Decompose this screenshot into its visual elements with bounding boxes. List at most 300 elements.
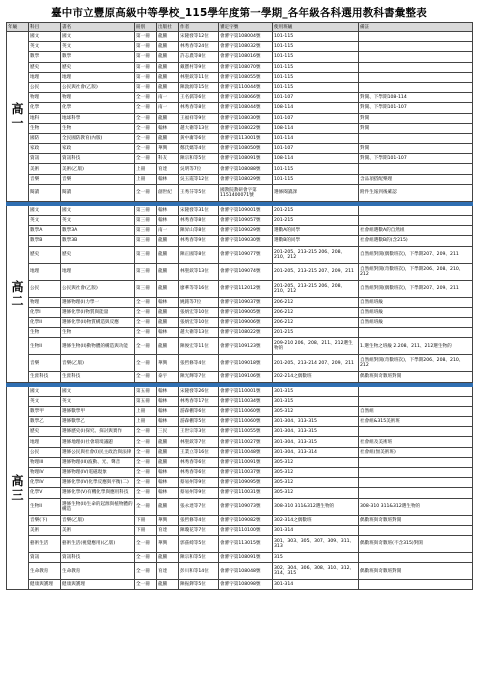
- cell-author: 林秀春等24位: [179, 42, 219, 52]
- cell-publisher: 翰林: [157, 123, 179, 133]
- cell-subject: 化學II: [29, 317, 61, 327]
- cell-volume: 全一冊: [135, 437, 157, 447]
- cell-volume: 第一冊: [135, 52, 157, 62]
- cell-approval-no: 會審字第109057號: [219, 216, 273, 226]
- cell-publisher: 南一: [157, 103, 179, 113]
- cell-publisher: 龍騰: [157, 52, 179, 62]
- cell-book-name: 音樂(乙版): [61, 515, 135, 525]
- cell-classes: 選修閱讀課: [273, 184, 359, 201]
- cell-book-name: 公民與社會(乙版): [61, 280, 135, 297]
- table-row: [7, 328, 473, 338]
- cell-classes: 108-114: [273, 154, 359, 164]
- cell-subject: 音樂(下): [29, 515, 61, 525]
- cell-notes: [359, 62, 473, 72]
- cell-classes: 301、303、305、307、309、311、313: [273, 535, 359, 552]
- cell-approval-no: 會審字第108055號: [219, 72, 273, 82]
- table-row: [7, 226, 473, 236]
- table-row: [7, 552, 473, 562]
- cell-classes: 206-212: [273, 317, 359, 327]
- cell-approval-no: 會審字第109073號: [219, 498, 273, 515]
- cell-approval-no: 會審字第109005號: [219, 307, 273, 317]
- cell-notes: 社會組&315美術班: [359, 417, 473, 427]
- cell-author: 張永達等7位: [179, 498, 219, 515]
- cell-classes: 選數B的同學: [273, 236, 359, 246]
- cell-publisher: 華興: [157, 355, 179, 372]
- cell-publisher: 龍騰: [157, 133, 179, 143]
- cell-book-name: 選修地理(I)社會環境議題: [61, 437, 135, 447]
- cell-publisher: 育達: [157, 525, 179, 535]
- cell-book-name: 選修化學(V)有機化學與應用科技: [61, 488, 135, 498]
- cell-author: 陳振鐸等5位: [179, 580, 219, 590]
- cell-subject: 歷史: [29, 246, 61, 263]
- cell-volume: 全一冊: [135, 184, 157, 201]
- cell-subject: 資訊: [29, 552, 61, 562]
- grade-label: 高二: [7, 205, 29, 382]
- cell-subject: 生命教育: [29, 563, 61, 580]
- cell-notes: 對開、下學期101-107: [359, 103, 473, 113]
- cell-publisher: 龍騰: [157, 113, 179, 123]
- table-row: [7, 355, 473, 372]
- cell-subject: 化學V: [29, 488, 61, 498]
- cell-notes: 自然組班級: [359, 297, 473, 307]
- cell-book-name: 物理: [61, 93, 135, 103]
- cell-subject: 國文: [29, 32, 61, 42]
- cell-subject: 美術: [29, 164, 61, 174]
- cell-volume: 全一冊: [135, 355, 157, 372]
- cell-classes: 101-115: [273, 62, 359, 72]
- cell-volume: 全一冊: [135, 93, 157, 103]
- cell-publisher: 翰林: [157, 386, 179, 396]
- cell-subject: 英文: [29, 396, 61, 406]
- cell-subject: 數學: [29, 52, 61, 62]
- cell-notes: 偶數班與奇數班對開: [359, 563, 473, 580]
- cell-book-name: 選修化學(II)物質構造與反應: [61, 317, 135, 327]
- cell-publisher: 龍騰: [157, 580, 179, 590]
- cell-volume: 全一冊: [135, 427, 157, 437]
- cell-approval-no: 會審字第108004號: [219, 32, 273, 42]
- cell-subject: 音樂: [29, 355, 61, 372]
- cell-notes: 自然組對開(奇數班次)，下學期206、208、210、212: [359, 355, 473, 372]
- cell-volume: 全一冊: [135, 144, 157, 154]
- cell-volume: 上冊: [135, 164, 157, 174]
- cell-classes: 209-210 206、208、211、212選生物的: [273, 338, 359, 355]
- cell-approval-no: 會審字第108022號: [219, 328, 273, 338]
- cell-volume: 上冊: [135, 417, 157, 427]
- cell-publisher: 龍騰: [157, 82, 179, 92]
- cell-author: 林秀春等6位: [179, 468, 219, 478]
- cell-approval-no: 會審字第110027號: [219, 437, 273, 447]
- cell-volume: 第三冊: [135, 226, 157, 236]
- cell-subject: 公民: [29, 82, 61, 92]
- cell-classes: 206-212: [273, 297, 359, 307]
- cell-author: 王世宗等3位: [179, 427, 219, 437]
- cell-book-name: 生涯科技: [61, 372, 135, 382]
- cell-subject: 地理: [29, 72, 61, 82]
- cell-approval-no: 會審字第108016號: [219, 52, 273, 62]
- cell-publisher: 龍騰: [157, 498, 179, 515]
- cell-publisher: 育達: [157, 563, 179, 580]
- cell-book-name: 選修化學(IV)化學反應與平衡(二): [61, 478, 135, 488]
- cell-subject: 閱讀: [29, 184, 61, 201]
- cell-approval-no: 會審字第109077號: [219, 246, 273, 263]
- cell-book-name: 數學: [61, 52, 135, 62]
- cell-classes: 101-115: [273, 174, 359, 184]
- cell-publisher: 龍騰: [157, 338, 179, 355]
- table-row: [7, 246, 473, 263]
- cell-author: 戴寶村等9位: [179, 62, 219, 72]
- cell-volume: 下冊: [135, 525, 157, 535]
- cell-publisher: 龍騰: [157, 246, 179, 263]
- table-row: [7, 133, 473, 143]
- cell-publisher: 龍騰: [157, 317, 179, 327]
- cell-subject: 數學A: [29, 226, 61, 236]
- cell-classes: 101-115: [273, 32, 359, 42]
- cell-classes: 315: [273, 552, 359, 562]
- cell-volume: 全一冊: [135, 328, 157, 338]
- cell-book-name: 藝術生活(視覺應用)(乙版): [61, 535, 135, 552]
- cell-classes: 301-304、313-315: [273, 427, 359, 437]
- cell-approval-no: 會審字第108050號: [219, 144, 273, 154]
- table-row: [7, 103, 473, 113]
- cell-subject: 化學I: [29, 307, 61, 317]
- cell-author: 蔡易州等9位: [179, 488, 219, 498]
- header-grade: 年級: [7, 23, 29, 32]
- table-row: [7, 437, 473, 447]
- cell-classes: 201-205、213-214 207、209、211: [273, 355, 359, 372]
- cell-book-name: 選修數學乙: [61, 417, 135, 427]
- cell-subject: 資訊: [29, 154, 61, 164]
- cell-subject: 數學甲: [29, 406, 61, 416]
- cell-approval-no: 會審字第110060號: [219, 417, 273, 427]
- cell-publisher: 龍騰: [157, 457, 179, 467]
- cell-approval-no: 會審字第109037號: [219, 297, 273, 307]
- cell-classes: 301-314: [273, 525, 359, 535]
- cell-classes: 301-304、313-314: [273, 447, 359, 457]
- cell-publisher: 翰林: [157, 328, 179, 338]
- header-volume: 冊別: [135, 23, 157, 32]
- cell-subject: 健康與護理: [29, 580, 61, 590]
- table-header-row: [7, 23, 473, 32]
- cell-notes: 對開、下學期101-107: [359, 154, 473, 164]
- cell-approval-no: 會審字第110048號: [219, 447, 273, 457]
- cell-author: 林聖欽等13位: [179, 263, 219, 280]
- cell-approval-no: 會審字第108091號: [219, 154, 273, 164]
- cell-notes: 308-310 311&312選生物的: [359, 498, 473, 515]
- cell-volume: 全一冊: [135, 535, 157, 552]
- table-row: [7, 317, 473, 327]
- cell-publisher: 翰林: [157, 297, 179, 307]
- cell-publisher: 翰林: [157, 478, 179, 488]
- cell-approval-no: 會審字第109082號: [219, 515, 273, 525]
- cell-volume: 第一冊: [135, 32, 157, 42]
- cell-notes: 自然組: [359, 406, 473, 416]
- cell-book-name: 生命教育: [61, 563, 135, 580]
- cell-classes: 301-315: [273, 396, 359, 406]
- cell-notes: [359, 42, 473, 52]
- cell-notes: [359, 457, 473, 467]
- table-row: [7, 113, 473, 123]
- cell-author: 宋隆發等31位: [179, 205, 219, 215]
- cell-classes: 101-115: [273, 52, 359, 62]
- header-book-name: 書名: [61, 23, 135, 32]
- cell-author: 游森棚等5位: [179, 417, 219, 427]
- table-row: [7, 263, 473, 280]
- cell-notes: [359, 32, 473, 42]
- cell-notes: [359, 205, 473, 215]
- cell-volume: 第一冊: [135, 82, 157, 92]
- cell-classes: 201-215: [273, 328, 359, 338]
- cell-notes: [359, 328, 473, 338]
- cell-classes: 201-205、213-215 206、208、210、212: [273, 280, 359, 297]
- table-body: [7, 32, 473, 590]
- cell-volume: 全一冊: [135, 338, 157, 355]
- document-title: 臺中市立豐原高級中等學校_115學年度第一學期_各年級各科選用教科書彙整表: [51, 7, 427, 19]
- cell-subject: 數學乙: [29, 417, 61, 427]
- cell-approval-no: 會審字第110055號: [219, 427, 273, 437]
- cell-volume: 全一冊: [135, 468, 157, 478]
- cell-publisher: 三民: [157, 427, 179, 437]
- cell-classes: 206-212: [273, 307, 359, 317]
- cell-notes: [359, 133, 473, 143]
- cell-volume: 全一冊: [135, 113, 157, 123]
- cell-book-name: 美術(乙版): [61, 164, 135, 174]
- cell-approval-no: 會審字第109018號: [219, 355, 273, 372]
- cell-author: 陳瓊花等7位: [179, 525, 219, 535]
- cell-classes: 305-312: [273, 488, 359, 498]
- cell-book-name: 英文: [61, 216, 135, 226]
- table-row: [7, 144, 473, 154]
- cell-book-name: 健康與護理: [61, 580, 135, 590]
- header-publisher: 出版社: [157, 23, 179, 32]
- cell-approval-no: 會審字第112012號: [219, 280, 273, 297]
- cell-notes: [359, 552, 473, 562]
- cell-volume: 全一冊: [135, 307, 157, 317]
- cell-book-name: 數學3A: [61, 226, 135, 236]
- cell-book-name: 音樂: [61, 174, 135, 184]
- cell-approval-no: 會審字第108029號: [219, 174, 273, 184]
- cell-book-name: 閱讀: [61, 184, 135, 201]
- cell-approval-no: 會審字第108032號: [219, 42, 273, 52]
- cell-classes: 選數A的同學: [273, 226, 359, 236]
- cell-approval-no: 會審字第108091號: [219, 552, 273, 562]
- cell-approval-no: 會審字第113015號: [219, 535, 273, 552]
- cell-approval-no: 會審字第109074號: [219, 263, 273, 280]
- cell-subject: 生物II: [29, 498, 61, 515]
- cell-subject: 公民: [29, 447, 61, 457]
- cell-volume: 第五冊: [135, 396, 157, 406]
- cell-notes: 自然組班級: [359, 317, 473, 327]
- cell-book-name: 選修生物(II)生命的起源與植物體的構造: [61, 498, 135, 515]
- cell-subject: 音樂: [29, 174, 61, 184]
- cell-notes: 自然組對開(奇數班次)，下學期206、208、210、212: [359, 263, 473, 280]
- cell-approval-no: 會審字第110091號: [219, 457, 273, 467]
- cell-classes: 305-312: [273, 478, 359, 488]
- cell-author: 張哲修等4位: [179, 515, 219, 525]
- cell-publisher: 泰宇: [157, 372, 179, 382]
- cell-notes: 自然組對開(偶數班次)，下學期207、209、211: [359, 280, 473, 297]
- cell-subject: 物理III: [29, 457, 61, 467]
- cell-classes: 302、304、306、308、310、312、314、315: [273, 563, 359, 580]
- cell-subject: 地理: [29, 263, 61, 280]
- cell-book-name: 音樂(乙版): [61, 355, 135, 372]
- cell-volume: 全一冊: [135, 552, 157, 562]
- cell-author: 陳宗和等5位: [179, 154, 219, 164]
- header-classes: 使用班級: [273, 23, 359, 32]
- cell-notes: [359, 580, 473, 590]
- cell-book-name: 國文: [61, 205, 135, 215]
- cell-subject: 生涯科技: [29, 372, 61, 382]
- cell-author: 陳敦源等15位: [179, 82, 219, 92]
- textbook-table: [6, 22, 473, 590]
- table-row: [7, 72, 473, 82]
- cell-subject: 物理: [29, 93, 61, 103]
- cell-classes: 201-205、213-215 206、208、210、212: [273, 246, 359, 263]
- table-row: [7, 174, 473, 184]
- cell-author: 張炳宏等10位: [179, 307, 219, 317]
- cell-notes: [359, 525, 473, 535]
- cell-approval-no: 會審字第110001號: [219, 386, 273, 396]
- table-row: [7, 386, 473, 396]
- cell-author: 陳宗和等5位: [179, 552, 219, 562]
- table-row: [7, 338, 473, 355]
- cell-publisher: 創世紀: [157, 184, 179, 201]
- cell-subject: 化學: [29, 103, 61, 113]
- table-row: [7, 297, 473, 307]
- cell-author: 鄭氏媽等4位: [179, 144, 219, 154]
- cell-volume: 全一冊: [135, 457, 157, 467]
- cell-classes: 201-205、213-215 207、209、211: [273, 263, 359, 280]
- cell-subject: 國文: [29, 386, 61, 396]
- cell-subject: 公民: [29, 280, 61, 297]
- cell-notes: 社會組及美術班: [359, 437, 473, 447]
- cell-notes: 社會組選數B的(含215): [359, 236, 473, 246]
- cell-volume: 全一冊: [135, 488, 157, 498]
- cell-notes: 社會組選數A的自然組: [359, 226, 473, 236]
- table-row: [7, 236, 473, 246]
- cell-book-name: 家政: [61, 144, 135, 154]
- cell-publisher: 翰林: [157, 468, 179, 478]
- cell-publisher: 翰林: [157, 174, 179, 184]
- cell-book-name: 地理: [61, 263, 135, 280]
- cell-publisher: 龍騰: [157, 552, 179, 562]
- cell-book-name: 生物: [61, 328, 135, 338]
- cell-subject: 化學IV: [29, 478, 61, 488]
- cell-publisher: 翰林: [157, 417, 179, 427]
- cell-classes: 301-304、313-315: [273, 417, 359, 427]
- cell-book-name: 資訊科技: [61, 552, 135, 562]
- cell-volume: 第三冊: [135, 236, 157, 246]
- cell-book-name: 選修物理(IV)電磁現象: [61, 468, 135, 478]
- cell-book-name: 歷史: [61, 246, 135, 263]
- cell-author: 張哲修等4位: [179, 355, 219, 372]
- header-approval-no: 審定字號: [219, 23, 273, 32]
- cell-author: 林秀春等17位: [179, 396, 219, 406]
- header-notes: 備註: [359, 23, 473, 32]
- cell-notes: 偶數班與奇數班對開: [359, 372, 473, 382]
- cell-notes: 對開: [359, 113, 473, 123]
- cell-approval-no: 會審字第108048號: [219, 563, 273, 580]
- cell-author: 林秀春等8位: [179, 103, 219, 113]
- cell-book-name: 公民與社會(乙版): [61, 82, 135, 92]
- cell-notes: [359, 72, 473, 82]
- cell-author: 王業立等16位: [179, 447, 219, 457]
- cell-classes: 301-315: [273, 386, 359, 396]
- table-row: [7, 164, 473, 174]
- cell-classes: 305-312: [273, 457, 359, 467]
- cell-notes: [359, 478, 473, 488]
- cell-classes: 305-312: [273, 406, 359, 416]
- cell-subject: 國防: [29, 133, 61, 143]
- cell-volume: 第一冊: [135, 72, 157, 82]
- cell-notes: 自然組對開(偶數班次)，下學期207、209、211: [359, 246, 473, 263]
- cell-volume: 全一冊: [135, 580, 157, 590]
- cell-classes: 301-304、313-315: [273, 437, 359, 447]
- cell-approval-no: 會審字第108030號: [219, 113, 273, 123]
- cell-book-name: 國文: [61, 32, 135, 42]
- table-row: [7, 488, 473, 498]
- cell-subject: 生物: [29, 328, 61, 338]
- table-row: [7, 498, 473, 515]
- cell-subject: 生物II: [29, 338, 61, 355]
- cell-author: 王秀芬等5位: [179, 184, 219, 201]
- table-row: [7, 580, 473, 590]
- cell-book-name: 化學: [61, 103, 135, 113]
- cell-author: 彭川和等14位: [179, 563, 219, 580]
- cell-author: 蔡易州等9位: [179, 478, 219, 488]
- cell-book-name: 英文: [61, 42, 135, 52]
- cell-approval-no: 國教院教研會字第1151400071號: [219, 184, 273, 201]
- cell-volume: 全一冊: [135, 103, 157, 113]
- cell-volume: 第一冊: [135, 42, 157, 52]
- cell-author: 陳正國等8位: [179, 246, 219, 263]
- table-row: [7, 372, 473, 382]
- cell-publisher: 科友: [157, 154, 179, 164]
- cell-notes: [359, 488, 473, 498]
- cell-subject: 物理: [29, 297, 61, 307]
- grade-label: 高三: [7, 386, 29, 590]
- cell-publisher: 南一: [157, 226, 179, 236]
- table-row: [7, 478, 473, 488]
- cell-book-name: 數學3B: [61, 236, 135, 246]
- cell-classes: 101-107: [273, 144, 359, 154]
- cell-subject: 英文: [29, 42, 61, 52]
- cell-subject: 國文: [29, 205, 61, 215]
- cell-notes: [359, 396, 473, 406]
- cell-volume: 全一冊: [135, 133, 157, 143]
- cell-notes: 含品項搭配樂理: [359, 174, 473, 184]
- cell-classes: 101-115: [273, 72, 359, 82]
- grade-label: 高一: [7, 32, 29, 202]
- cell-author: 張炳宏等10位: [179, 317, 219, 327]
- cell-approval-no: 會審字第108070號: [219, 62, 273, 72]
- cell-approval-no: 會審字第110034號: [219, 396, 273, 406]
- cell-notes: 對開: [359, 144, 473, 154]
- cell-publisher: 龍騰: [157, 263, 179, 280]
- cell-subject: 家政: [29, 144, 61, 154]
- cell-approval-no: 會審字第109006號: [219, 317, 273, 327]
- cell-classes: 202-214之偶數班: [273, 372, 359, 382]
- cell-book-name: 美術: [61, 525, 135, 535]
- cell-classes: 101-107: [273, 93, 359, 103]
- cell-classes: 201-215: [273, 205, 359, 215]
- cell-publisher: 育達: [157, 164, 179, 174]
- cell-classes: 101-115: [273, 42, 359, 52]
- cell-volume: 下冊: [135, 515, 157, 525]
- cell-approval-no: 會審字第110031號: [219, 488, 273, 498]
- table-row: [7, 417, 473, 427]
- cell-book-name: 地球科學: [61, 113, 135, 123]
- table-row: [7, 154, 473, 164]
